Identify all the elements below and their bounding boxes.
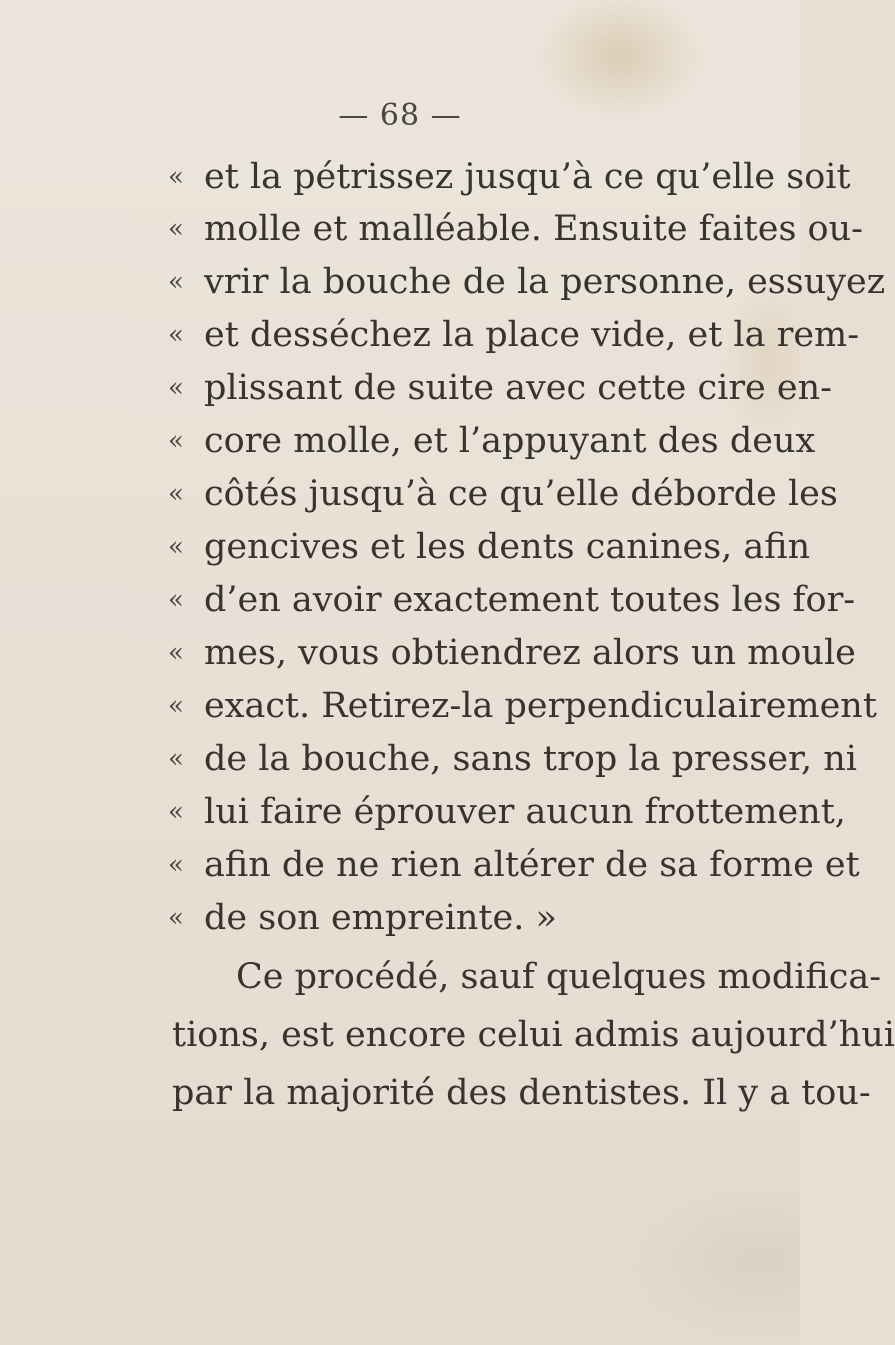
quote-line-text: côtés jusqu’à ce qu’elle déborde les bbox=[204, 474, 838, 514]
quote-line bbox=[0, 628, 856, 688]
quote-line bbox=[0, 840, 860, 900]
quote-mark: « bbox=[168, 744, 184, 774]
paragraph-line-text: tions, est encore celui admis aujourd’hui bbox=[172, 1015, 895, 1055]
quote-line-text: afin de ne rien altérer de sa forme et bbox=[204, 845, 860, 885]
quote-line bbox=[0, 204, 863, 264]
paragraph-line bbox=[0, 952, 882, 1012]
quote-mark: « bbox=[168, 320, 184, 350]
quote-line-text: gencives et les dents canines, afin bbox=[204, 527, 811, 567]
quote-mark: « bbox=[168, 903, 184, 933]
quote-line-text: d’en avoir exactement toutes les for- bbox=[204, 580, 856, 620]
quote-mark: « bbox=[168, 479, 184, 509]
quote-mark: « bbox=[168, 214, 184, 244]
quote-mark: « bbox=[168, 373, 184, 403]
quote-line bbox=[0, 310, 860, 370]
quote-line-text: lui faire éprouver aucun frottement, bbox=[204, 792, 846, 832]
quote-line bbox=[0, 787, 846, 847]
quote-mark: « bbox=[168, 162, 184, 192]
quote-line-text: plissant de suite avec cette cire en- bbox=[204, 368, 832, 408]
quote-line bbox=[0, 893, 800, 953]
page-number: — 68 — bbox=[338, 98, 462, 133]
paragraph-line bbox=[0, 1068, 871, 1128]
quote-mark: « bbox=[168, 426, 184, 456]
quote-mark: « bbox=[168, 532, 184, 562]
quote-line-text: de la bouche, sans trop la presser, ni bbox=[204, 739, 857, 779]
quote-mark: « bbox=[168, 797, 184, 827]
quote-line bbox=[0, 152, 851, 212]
quote-mark: « bbox=[168, 585, 184, 615]
quote-line bbox=[0, 734, 857, 794]
quote-mark: « bbox=[168, 638, 184, 668]
quote-line-text: mes, vous obtiendrez alors un moule bbox=[204, 633, 856, 673]
paragraph-line-text: Ce procédé, sauf quelques modifica- bbox=[236, 957, 882, 997]
quote-line bbox=[0, 363, 832, 423]
quote-mark: « bbox=[168, 267, 184, 297]
quote-line-text: vrir la bouche de la personne, essuyez bbox=[204, 262, 886, 302]
quote-mark: « bbox=[168, 691, 184, 721]
quote-line-text: exact. Retirez-la perpendiculairement bbox=[204, 686, 877, 726]
quote-line-text: molle et malléable. Ensuite faites ou- bbox=[204, 209, 863, 249]
quote-line bbox=[0, 416, 816, 476]
quote-line-text: et desséchez la place vide, et la rem- bbox=[204, 315, 860, 355]
quote-line-text: de son empreinte. » bbox=[204, 898, 557, 938]
paragraph-line-text: par la majorité des dentistes. Il y a tou- bbox=[172, 1073, 871, 1113]
quote-line-text: et la pétrissez jusqu’à ce qu’elle soit bbox=[204, 157, 851, 197]
quote-mark: « bbox=[168, 850, 184, 880]
quote-line bbox=[0, 575, 856, 635]
quote-line-text: core molle, et l’appuyant des deux bbox=[204, 421, 816, 461]
quote-line bbox=[0, 469, 838, 529]
quote-line bbox=[0, 681, 877, 741]
paragraph-line bbox=[0, 1010, 895, 1070]
quote-line bbox=[0, 257, 886, 317]
quote-line bbox=[0, 522, 811, 582]
